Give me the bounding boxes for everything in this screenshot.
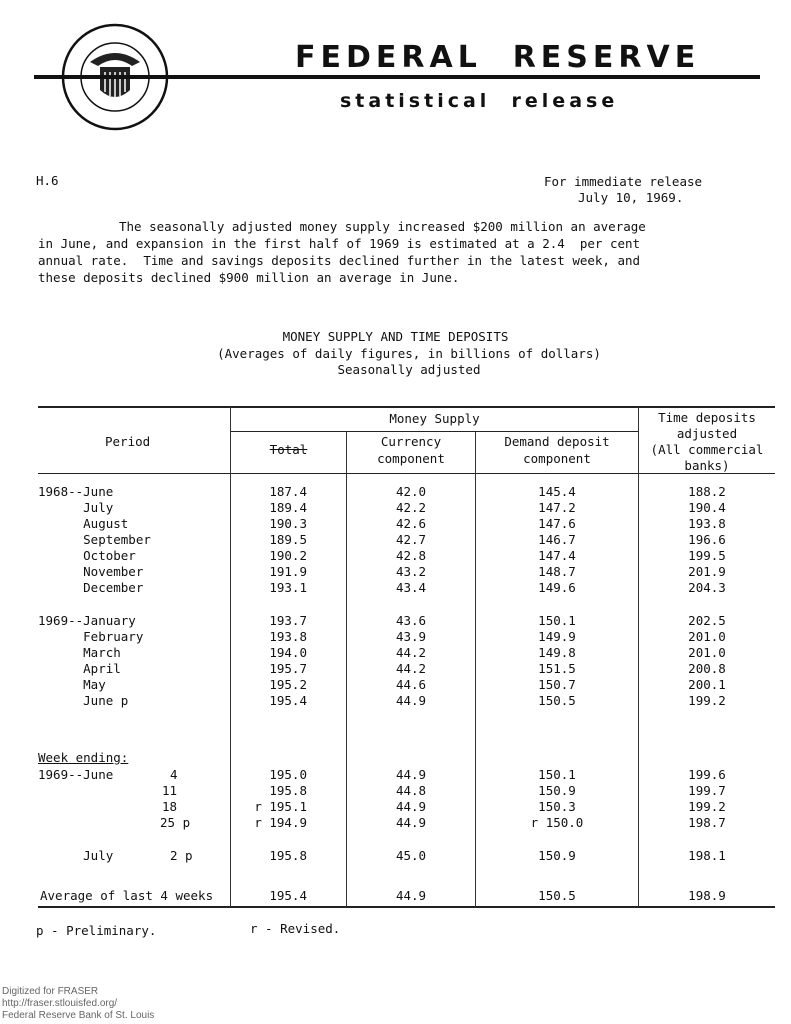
row-currency: 42.0	[395, 484, 427, 499]
row-total: 187.4	[269, 484, 307, 499]
row-period: February	[38, 629, 144, 644]
row-demand: 151.5	[538, 661, 576, 676]
row-day: 2 p	[170, 848, 193, 863]
release-date: July 10, 1969.	[578, 190, 684, 205]
row-currency: 43.2	[395, 564, 427, 579]
row-time: 199.2	[688, 799, 726, 814]
row-period: March	[38, 645, 121, 660]
row-time: 199.6	[688, 767, 726, 782]
row-demand: 146.7	[538, 532, 576, 547]
row-time: 200.8	[688, 661, 726, 676]
row-time: 198.9	[688, 888, 726, 903]
row-time: 202.5	[688, 613, 726, 628]
row-period: July	[38, 500, 114, 515]
header-total: Total	[269, 442, 308, 457]
source-line: Digitized for FRASER	[2, 986, 99, 997]
row-total: 189.4	[269, 500, 307, 515]
row-period: 1968--June	[38, 484, 114, 499]
page-subtitle: statistical release	[340, 90, 619, 112]
row-time: 204.3	[688, 580, 726, 595]
row-time: 190.4	[688, 500, 726, 515]
money-supply-rule	[231, 431, 638, 432]
row-demand: 150.9	[538, 848, 576, 863]
header-demand: component	[523, 451, 591, 466]
row-currency: 43.9	[395, 629, 427, 644]
row-currency: 44.9	[395, 693, 427, 708]
week-ending-label: Week ending:	[38, 750, 129, 765]
row-time: 198.1	[688, 848, 726, 863]
row-total: 194.0	[269, 645, 307, 660]
row-period: November	[38, 564, 144, 579]
row-currency: 44.2	[395, 645, 427, 660]
table-bottom-rule	[38, 906, 775, 908]
row-total: 193.7	[269, 613, 307, 628]
row-demand: 150.7	[538, 677, 576, 692]
source-line: Federal Reserve Bank of St. Louis	[2, 1010, 155, 1021]
row-period: October	[38, 548, 136, 563]
row-total: 195.4	[269, 888, 307, 903]
row-demand: 148.7	[538, 564, 576, 579]
row-demand: 150.9	[538, 783, 576, 798]
header-rule	[34, 75, 760, 79]
intro-line: The seasonally adjusted money supply increased $200 million an average	[119, 219, 646, 234]
row-total: 195.8	[269, 783, 307, 798]
row-demand: 147.2	[538, 500, 576, 515]
row-currency: 44.9	[395, 799, 427, 814]
row-total: 189.5	[269, 532, 307, 547]
row-day: 11	[162, 783, 178, 798]
row-demand: 147.4	[538, 548, 576, 563]
row-currency: 42.2	[395, 500, 427, 515]
header-time: banks)	[684, 458, 730, 473]
row-total: 195.4	[269, 693, 307, 708]
row-demand: 149.8	[538, 645, 576, 660]
row-currency: 44.9	[395, 815, 427, 830]
row-demand: 150.5	[538, 888, 576, 903]
row-time: 201.0	[688, 645, 726, 660]
footnote-preliminary: p - Preliminary.	[36, 923, 157, 938]
row-total: 190.3	[269, 516, 307, 531]
row-period: September	[38, 532, 151, 547]
row-time: 188.2	[688, 484, 726, 499]
row-period: July	[38, 848, 114, 863]
release-code: H.6	[36, 173, 59, 188]
row-demand: 150.3	[538, 799, 576, 814]
row-time: 201.9	[688, 564, 726, 579]
header-period: Period	[105, 434, 151, 449]
header-demand: Demand deposit	[504, 434, 610, 449]
row-demand: r 150.0	[530, 815, 584, 830]
row-period: 1969--January	[38, 613, 136, 628]
row-total: 191.9	[269, 564, 307, 579]
row-total: r 194.9	[254, 815, 307, 830]
row-time: 199.2	[688, 693, 726, 708]
row-currency: 42.7	[395, 532, 427, 547]
row-total: 190.2	[269, 548, 307, 563]
table-title: MONEY SUPPLY AND TIME DEPOSITS	[282, 329, 509, 344]
footnote-revised: r - Revised.	[250, 921, 341, 936]
row-demand: 145.4	[538, 484, 576, 499]
row-period: December	[38, 580, 144, 595]
row-total: r 195.1	[254, 799, 307, 814]
header-bottom-rule	[38, 473, 775, 474]
row-currency: 43.6	[395, 613, 427, 628]
row-demand: 149.6	[538, 580, 576, 595]
table-note: Seasonally adjusted	[337, 362, 481, 377]
page-title: FEDERAL RESERVE	[295, 40, 701, 75]
header-currency: Currency	[380, 434, 442, 449]
row-currency: 42.6	[395, 516, 427, 531]
table-top-rule	[38, 406, 775, 408]
row-demand: 150.5	[538, 693, 576, 708]
row-currency: 45.0	[395, 848, 427, 863]
row-currency: 43.4	[395, 580, 427, 595]
header-time: (All commercial	[650, 442, 764, 457]
row-total: 195.8	[269, 848, 307, 863]
release-line: For immediate release	[544, 174, 703, 189]
row-demand: 150.1	[538, 767, 576, 782]
row-currency: 44.9	[395, 767, 427, 782]
row-time: 201.0	[688, 629, 726, 644]
row-time: 199.7	[688, 783, 726, 798]
row-period: April	[38, 661, 121, 676]
row-currency: 42.8	[395, 548, 427, 563]
intro-line: in June, and expansion in the first half of 1969 is estimated at a 2.4 per cent	[38, 236, 641, 251]
average-label: Average of last 4 weeks	[40, 888, 214, 903]
row-day: 4	[170, 767, 178, 782]
intro-line: these deposits declined $900 million an average in June.	[38, 270, 460, 285]
row-day: 18	[162, 799, 178, 814]
row-day: 25 p	[160, 815, 191, 830]
row-time: 196.6	[688, 532, 726, 547]
source-line: http://fraser.stlouisfed.org/	[2, 998, 118, 1009]
row-total: 195.7	[269, 661, 307, 676]
row-currency: 44.2	[395, 661, 427, 676]
row-total: 193.8	[269, 629, 307, 644]
table-subtitle: (Averages of daily figures, in billions of dollars)	[217, 346, 601, 361]
header-time: Time deposits	[658, 410, 756, 425]
row-demand: 150.1	[538, 613, 576, 628]
row-period: August	[38, 516, 129, 531]
row-total: 193.1	[269, 580, 307, 595]
header-money-supply: Money Supply	[389, 411, 480, 426]
intro-line: annual rate. Time and savings deposits declined further in the latest week, and	[38, 253, 641, 268]
row-time: 199.5	[688, 548, 726, 563]
row-total: 195.0	[269, 767, 307, 782]
row-demand: 149.9	[538, 629, 576, 644]
row-demand: 147.6	[538, 516, 576, 531]
row-period: May	[38, 677, 106, 692]
row-period: June p	[38, 693, 129, 708]
header-time: adjusted	[676, 426, 738, 441]
row-period: 1969--June	[38, 767, 114, 782]
row-time: 198.7	[688, 815, 726, 830]
row-currency: 44.9	[395, 888, 427, 903]
row-currency: 44.6	[395, 677, 427, 692]
row-total: 195.2	[269, 677, 307, 692]
header-currency: component	[377, 451, 445, 466]
row-time: 193.8	[688, 516, 726, 531]
row-time: 200.1	[688, 677, 726, 692]
row-currency: 44.8	[395, 783, 427, 798]
source-attribution	[2, 986, 154, 1022]
